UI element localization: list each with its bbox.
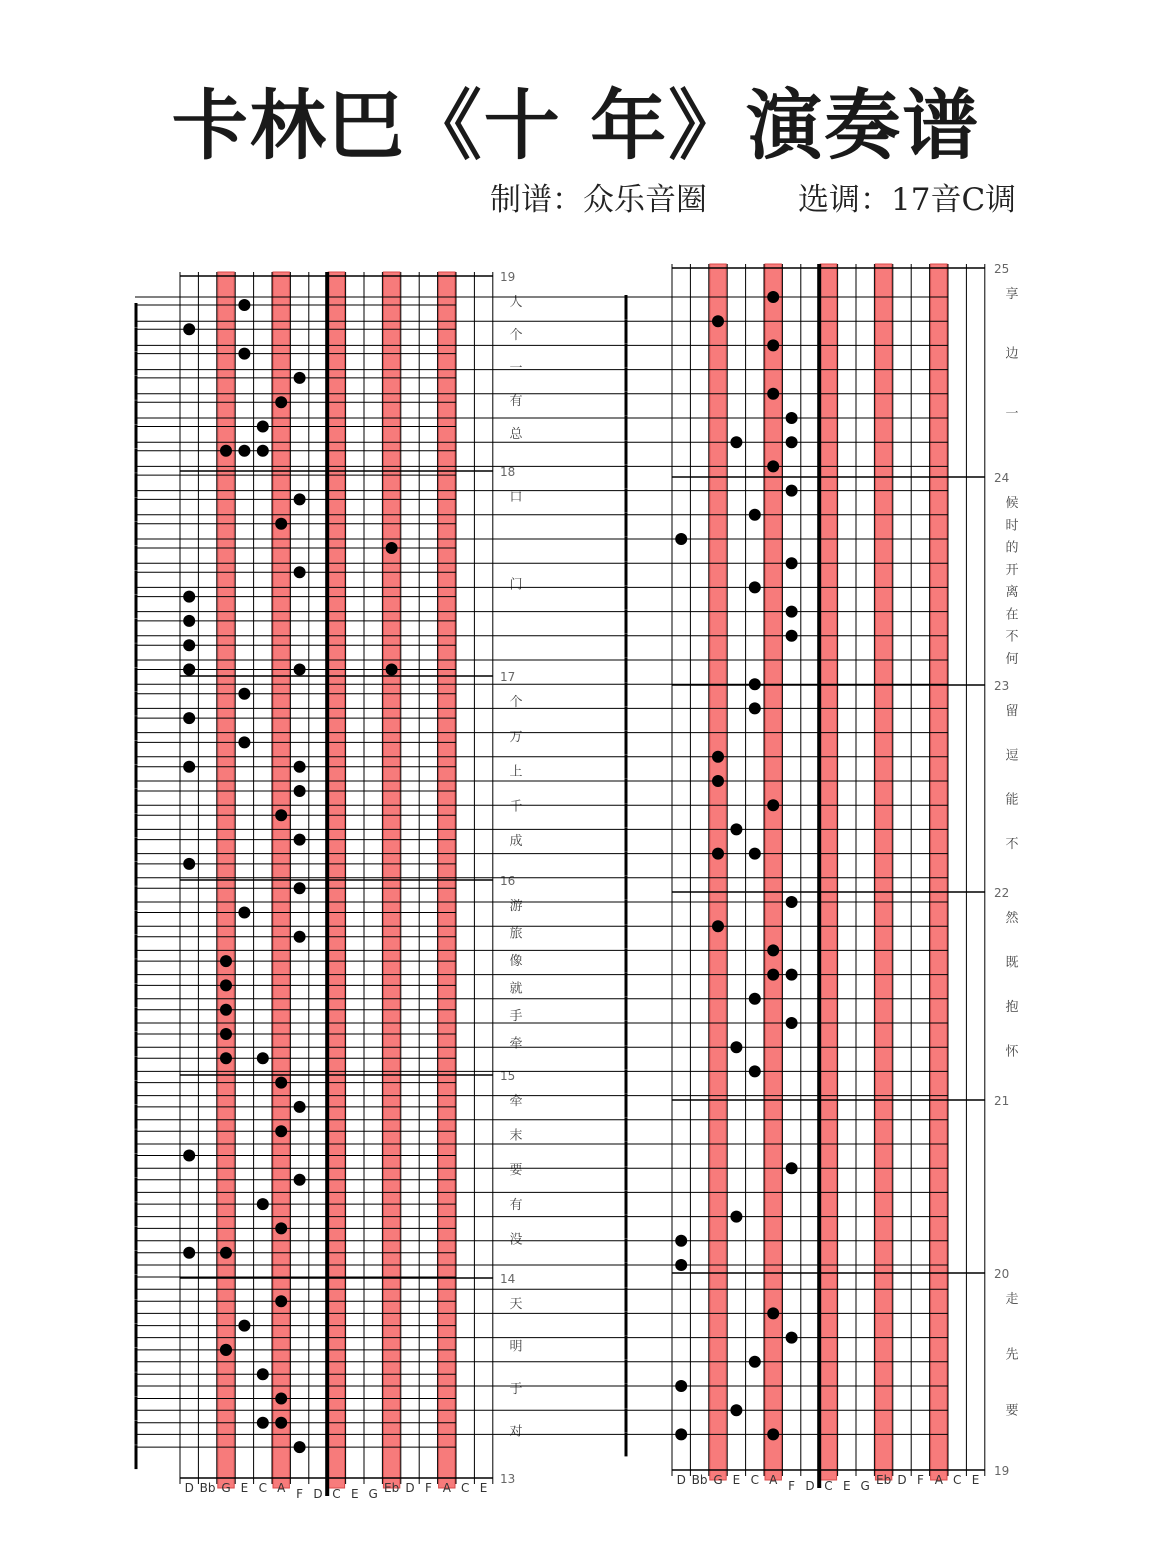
measure-number: 19 — [500, 270, 516, 284]
lyric-char: 没 — [509, 1232, 523, 1248]
lyric-char: 旅 — [509, 926, 523, 942]
lyric-char: 个 — [509, 328, 523, 343]
note-dot — [675, 533, 687, 545]
note-dot — [749, 848, 761, 860]
lyric-char: 千 — [509, 799, 523, 815]
note-dot — [749, 993, 761, 1005]
tine-label: D — [184, 1481, 194, 1495]
lyric-char: 能 — [1005, 792, 1019, 808]
lyric-char: 既 — [1005, 955, 1019, 971]
lyric-char: 人 — [509, 295, 523, 310]
note-dot — [675, 1428, 687, 1440]
note-dot — [730, 1211, 742, 1223]
red-tine — [820, 264, 836, 1480]
note-dot — [712, 751, 724, 763]
measure-number: 24 — [994, 471, 1010, 485]
red-tine — [765, 264, 781, 1480]
note-dot — [767, 1428, 779, 1440]
note-dot — [786, 436, 798, 448]
lyric-char: 有 — [509, 394, 523, 409]
tine-label: D — [676, 1473, 686, 1487]
note-dot — [730, 823, 742, 835]
lyric-char: 牵 — [509, 1036, 523, 1052]
measure-number: 21 — [994, 1094, 1010, 1108]
tine-label: A — [442, 1481, 451, 1495]
note-dot — [767, 944, 779, 956]
lyric-char: 末 — [509, 1128, 523, 1144]
lyric-char: 手 — [509, 1009, 523, 1024]
measure-number: 25 — [994, 262, 1010, 276]
tine-label: D — [805, 1479, 815, 1493]
lyric-char: 留 — [1005, 704, 1019, 719]
note-dot — [786, 485, 798, 497]
lyric-char: 天 — [509, 1297, 523, 1312]
note-dot — [675, 1235, 687, 1247]
tine-label: C — [461, 1481, 470, 1495]
tine-label: C — [824, 1479, 833, 1493]
tine-label: F — [916, 1473, 924, 1487]
lyric-char: 的 — [1005, 540, 1019, 556]
tine-label: A — [934, 1473, 943, 1487]
tine-label: C — [750, 1473, 759, 1487]
tine-label: F — [788, 1479, 796, 1493]
note-dot — [786, 606, 798, 618]
note-dot — [786, 630, 798, 642]
note-dot — [767, 969, 779, 981]
measure-number: 22 — [994, 886, 1010, 900]
measure-number: 14 — [500, 1272, 516, 1286]
note-dot — [767, 460, 779, 472]
lyric-char: 总 — [509, 427, 523, 442]
note-dot — [675, 1380, 687, 1392]
note-dot — [767, 1307, 779, 1319]
lyric-char: 上 — [509, 764, 523, 780]
lyric-char: 要 — [1005, 1403, 1019, 1419]
lyric-char: 在 — [1005, 607, 1019, 623]
lyric-char: 候 — [1005, 496, 1019, 511]
tine-label: Eb — [875, 1473, 892, 1487]
lyric-char: 抱 — [1005, 1000, 1019, 1015]
note-dot — [712, 775, 724, 787]
note-dot — [730, 1041, 742, 1053]
tine-label: D — [405, 1481, 415, 1495]
note-dot — [712, 315, 724, 327]
lyric-char: 不 — [1005, 629, 1019, 645]
lyric-char: 何 — [1005, 651, 1019, 667]
measure-number: 16 — [500, 874, 516, 888]
note-dot — [786, 969, 798, 981]
lyric-char: 游 — [509, 899, 523, 914]
lyric-char: 享 — [1005, 287, 1019, 302]
tine-label: F — [296, 1487, 304, 1501]
measure-number: 23 — [994, 679, 1010, 693]
measure-number: 15 — [500, 1069, 516, 1083]
lyric-char: 不 — [1005, 836, 1019, 852]
lyric-char: 像 — [509, 954, 523, 969]
note-dot — [767, 291, 779, 303]
note-dot — [730, 436, 742, 448]
red-tine — [931, 264, 947, 1480]
page-title: 卡林巴《十 年》演奏谱 — [171, 81, 981, 170]
red-tine — [875, 264, 891, 1480]
measure-number: 17 — [500, 670, 516, 684]
key-selection: 选调：17音C调 — [798, 182, 1017, 218]
tine-label: E — [351, 1487, 359, 1501]
tine-label: G — [368, 1487, 378, 1501]
note-dot — [786, 1332, 798, 1344]
lyric-char: 门 — [509, 577, 523, 593]
note-dot — [786, 1162, 798, 1174]
lyric-char: 牵 — [509, 1094, 523, 1109]
lyric-char: 然 — [1005, 911, 1019, 926]
note-dot — [749, 1356, 761, 1368]
note-dot — [767, 799, 779, 811]
measure-number: 19 — [994, 1464, 1010, 1478]
lyric-char: 一 — [1005, 406, 1019, 422]
note-dot — [712, 920, 724, 932]
tine-label: G — [713, 1473, 723, 1487]
note-dot — [749, 581, 761, 593]
red-tine — [710, 264, 726, 1480]
note-dot — [712, 848, 724, 860]
note-dot — [749, 702, 761, 714]
tine-label: A — [769, 1473, 778, 1487]
tine-label: Bb — [199, 1481, 216, 1495]
note-dot — [767, 388, 779, 400]
lyric-char: 怀 — [1005, 1044, 1019, 1060]
tine-label: E — [240, 1481, 249, 1495]
lyric-char: 要 — [509, 1163, 523, 1179]
lyric-char: 走 — [1005, 1292, 1019, 1307]
tine-label: A — [277, 1481, 286, 1495]
note-dot — [675, 1259, 687, 1271]
lyric-char: 对 — [509, 1424, 523, 1440]
tine-label: E — [732, 1473, 741, 1487]
lyric-char: 开 — [1005, 562, 1019, 578]
tine-label: G — [860, 1479, 870, 1493]
lyric-char: 离 — [1005, 585, 1019, 600]
tine-label: C — [258, 1481, 267, 1495]
measure-number: 13 — [500, 1472, 516, 1486]
lyric-char: 有 — [509, 1197, 523, 1213]
note-dot — [749, 509, 761, 521]
tine-label: Bb — [691, 1473, 708, 1487]
lyric-char: 于 — [509, 1382, 523, 1397]
tine-label: D — [313, 1487, 323, 1501]
note-dot — [749, 1065, 761, 1077]
note-dot — [749, 678, 761, 690]
note-dot — [786, 557, 798, 569]
lyric-char: 边 — [1005, 346, 1019, 362]
lyric-char: 个 — [509, 695, 523, 710]
lyric-char: 口 — [509, 490, 523, 505]
measure-number: 18 — [500, 465, 516, 479]
lyric-char: 先 — [1005, 1347, 1019, 1363]
lyric-char: 时 — [1005, 518, 1019, 534]
lyric-char: 成 — [509, 834, 523, 850]
tine-label: Eb — [383, 1481, 400, 1495]
tine-label: D — [897, 1473, 907, 1487]
tine-label: E — [479, 1481, 488, 1495]
note-dot — [786, 1017, 798, 1029]
note-dot — [786, 412, 798, 424]
tine-label: C — [332, 1487, 341, 1501]
measure-number: 20 — [994, 1267, 1010, 1281]
tine-label: E — [843, 1479, 851, 1493]
tine-label: G — [221, 1481, 231, 1495]
lyric-char: 万 — [509, 729, 523, 745]
note-dot — [730, 1404, 742, 1416]
lyric-char: 就 — [509, 981, 523, 997]
tine-label: F — [424, 1481, 432, 1495]
lyric-char: 明 — [509, 1339, 523, 1355]
arranger-credit: 制谱：众乐音圈 — [490, 182, 707, 218]
note-dot — [786, 896, 798, 908]
note-dot — [767, 339, 779, 351]
tine-label: E — [971, 1473, 980, 1487]
lyric-char: 一 — [509, 361, 523, 376]
tine-label: C — [953, 1473, 962, 1487]
lyric-char: 逗 — [1005, 748, 1019, 764]
